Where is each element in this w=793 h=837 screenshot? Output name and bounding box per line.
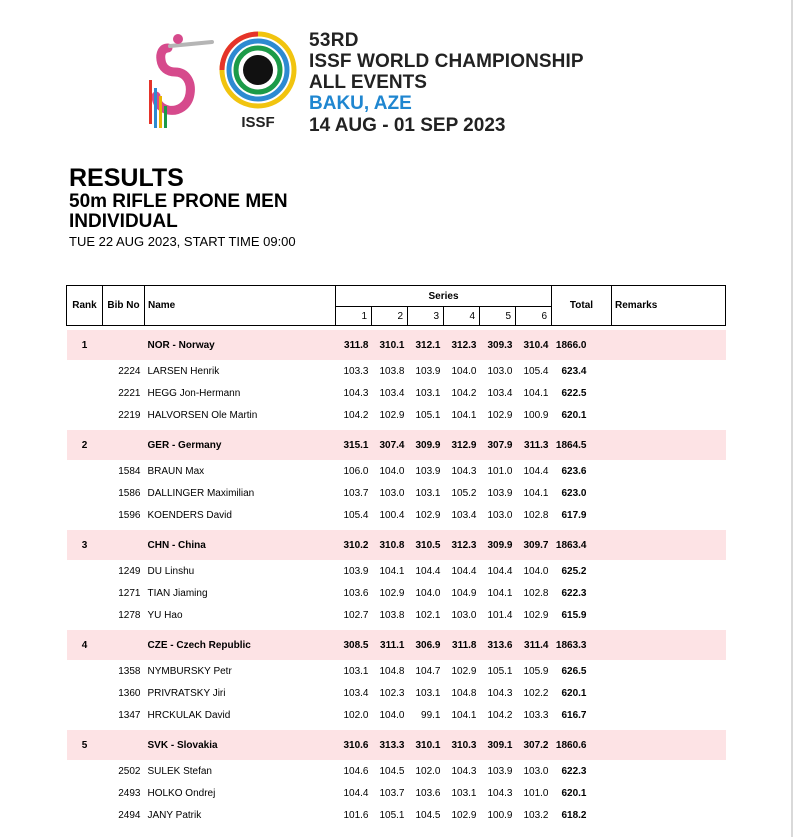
header-total: Total bbox=[552, 286, 612, 326]
championship-logo bbox=[148, 28, 308, 133]
athlete-row bbox=[67, 760, 726, 782]
athlete-total: 618.2 bbox=[561, 809, 587, 821]
team-series-1: 308.5 bbox=[336, 630, 372, 660]
athlete-name: BRAUN Max bbox=[147, 465, 205, 477]
team-remarks bbox=[612, 430, 726, 460]
team-total: 1864.5 bbox=[552, 430, 612, 460]
results-heading: RESULTS bbox=[69, 164, 184, 192]
athlete-rank bbox=[67, 360, 103, 382]
athlete-series-5: 104.4 bbox=[487, 565, 513, 577]
athlete-series-3: 104.0 bbox=[415, 587, 441, 599]
athlete-series-6: 104.4 bbox=[523, 465, 549, 477]
athlete-series-5: 103.0 bbox=[487, 365, 513, 377]
athlete-series-3: 104.4 bbox=[415, 565, 441, 577]
team-series-3: 310.5 bbox=[408, 530, 444, 560]
team-name: CZE - Czech Republic bbox=[145, 630, 336, 660]
athlete-rank bbox=[67, 682, 103, 704]
header-series-2: 2 bbox=[372, 307, 408, 326]
athlete-series-1: 104.2 bbox=[343, 409, 369, 421]
athlete-rank bbox=[67, 382, 103, 404]
athlete-rank bbox=[67, 404, 103, 426]
logo-text: ISSF bbox=[241, 114, 275, 131]
team-series-2: 313.3 bbox=[372, 730, 408, 760]
athlete-rank bbox=[67, 704, 103, 726]
athlete-series-3: 102.1 bbox=[415, 609, 441, 621]
athlete-series-6: 102.8 bbox=[523, 587, 549, 599]
athlete-name: HOLKO Ondrej bbox=[147, 787, 216, 799]
team-series-3: 309.9 bbox=[408, 430, 444, 460]
championship-location: BAKU, AZE bbox=[309, 93, 412, 114]
athlete-series-1: 104.6 bbox=[343, 765, 369, 777]
athlete-series-4: 104.9 bbox=[451, 587, 477, 599]
athlete-series-4: 102.9 bbox=[451, 665, 477, 677]
header-series-1: 1 bbox=[336, 307, 372, 326]
athlete-remarks bbox=[612, 804, 726, 826]
athlete-remarks bbox=[612, 504, 726, 526]
athlete-rank bbox=[67, 482, 103, 504]
athlete-total: 617.9 bbox=[561, 509, 587, 521]
team-series-3: 306.9 bbox=[408, 630, 444, 660]
team-bib bbox=[103, 430, 145, 460]
athlete-total: 625.2 bbox=[561, 565, 587, 577]
athlete-remarks bbox=[612, 560, 726, 582]
athlete-name: LARSEN Henrik bbox=[147, 365, 220, 377]
athlete-series-5: 104.3 bbox=[487, 687, 513, 699]
athlete-row bbox=[67, 682, 726, 704]
athlete-name: JANY Patrik bbox=[147, 809, 202, 821]
athlete-series-4: 103.0 bbox=[451, 609, 477, 621]
header-series-4: 4 bbox=[444, 307, 480, 326]
athlete-series-1: 103.9 bbox=[343, 565, 369, 577]
athlete-series-1: 102.0 bbox=[343, 709, 369, 721]
team-series-6: 311.3 bbox=[516, 430, 552, 460]
header-series: Series bbox=[336, 286, 552, 307]
athlete-bib: 1596 bbox=[118, 509, 141, 521]
team-total: 1863.4 bbox=[552, 530, 612, 560]
athlete-rank bbox=[67, 760, 103, 782]
team-rank: 5 bbox=[67, 730, 103, 760]
team-series-5: 309.3 bbox=[480, 330, 516, 360]
team-series-2: 310.1 bbox=[372, 330, 408, 360]
athlete-series-6: 103.0 bbox=[523, 765, 549, 777]
athlete-series-3: 99.1 bbox=[421, 709, 441, 721]
athlete-series-3: 104.5 bbox=[415, 809, 441, 821]
athlete-row bbox=[67, 360, 726, 382]
athlete-series-2: 100.4 bbox=[379, 509, 405, 521]
team-series-6: 310.4 bbox=[516, 330, 552, 360]
athlete-name: PRIVRATSKY Jiri bbox=[147, 687, 226, 699]
event-type: INDIVIDUAL bbox=[69, 211, 178, 232]
athlete-series-4: 102.9 bbox=[451, 809, 477, 821]
athlete-total: 622.3 bbox=[561, 587, 587, 599]
athlete-bib: 1271 bbox=[118, 587, 141, 599]
athlete-remarks bbox=[612, 482, 726, 504]
athlete-remarks bbox=[612, 660, 726, 682]
athlete-series-6: 104.0 bbox=[523, 565, 549, 577]
athlete-series-6: 102.8 bbox=[523, 509, 549, 521]
athlete-series-6: 102.9 bbox=[523, 609, 549, 621]
athlete-series-5: 101.4 bbox=[487, 609, 513, 621]
header-bib: Bib No bbox=[103, 286, 145, 326]
athlete-series-3: 103.1 bbox=[415, 487, 441, 499]
athlete-bib: 1278 bbox=[118, 609, 141, 621]
athlete-series-5: 103.0 bbox=[487, 509, 513, 521]
team-series-2: 310.8 bbox=[372, 530, 408, 560]
athlete-bib: 2219 bbox=[118, 409, 141, 421]
athlete-row bbox=[67, 582, 726, 604]
athlete-series-5: 103.9 bbox=[487, 765, 513, 777]
team-rank: 1 bbox=[67, 330, 103, 360]
athlete-series-4: 104.8 bbox=[451, 687, 477, 699]
athlete-name: HRCKULAK David bbox=[147, 709, 231, 721]
event-date-time: TUE 22 AUG 2023, START TIME 09:00 bbox=[69, 234, 296, 249]
athlete-name: NYMBURSKY Petr bbox=[147, 665, 232, 677]
athlete-name: TIAN Jiaming bbox=[147, 587, 208, 599]
team-rank: 2 bbox=[67, 430, 103, 460]
athlete-remarks bbox=[612, 604, 726, 626]
athlete-name: DALLINGER Maximilian bbox=[147, 487, 255, 499]
athlete-series-5: 102.9 bbox=[487, 409, 513, 421]
header-series-3: 3 bbox=[408, 307, 444, 326]
team-series-6: 309.7 bbox=[516, 530, 552, 560]
header-remarks: Remarks bbox=[612, 286, 726, 326]
results-titles bbox=[69, 165, 296, 250]
athlete-name: HEGG Jon-Hermann bbox=[147, 387, 241, 399]
team-series-1: 310.6 bbox=[336, 730, 372, 760]
header-series-6: 6 bbox=[516, 307, 552, 326]
athlete-bib: 2221 bbox=[118, 387, 141, 399]
team-total: 1863.3 bbox=[552, 630, 612, 660]
athlete-bib: 2502 bbox=[118, 765, 141, 777]
team-row bbox=[67, 530, 726, 560]
header-rank: Rank bbox=[67, 286, 103, 326]
team-series-6: 311.4 bbox=[516, 630, 552, 660]
header-series-5: 5 bbox=[480, 307, 516, 326]
athlete-series-5: 104.3 bbox=[487, 787, 513, 799]
athlete-series-4: 103.1 bbox=[451, 787, 477, 799]
athlete-series-2: 102.3 bbox=[379, 687, 405, 699]
athlete-series-2: 103.8 bbox=[379, 365, 405, 377]
athlete-series-2: 103.4 bbox=[379, 387, 405, 399]
team-bib bbox=[103, 530, 145, 560]
athlete-row bbox=[67, 782, 726, 804]
athlete-series-3: 104.7 bbox=[415, 665, 441, 677]
team-row bbox=[67, 730, 726, 760]
athlete-series-6: 102.2 bbox=[523, 687, 549, 699]
athlete-name: SULEK Stefan bbox=[147, 765, 212, 777]
athlete-name: YU Hao bbox=[147, 609, 183, 621]
team-series-2: 311.1 bbox=[372, 630, 408, 660]
athlete-series-1: 103.4 bbox=[343, 687, 369, 699]
athlete-series-6: 103.3 bbox=[523, 709, 549, 721]
championship-name: ISSF WORLD CHAMPIONSHIP bbox=[309, 51, 584, 72]
athlete-series-6: 103.2 bbox=[523, 809, 549, 821]
championship-edition: 53RD bbox=[309, 30, 359, 51]
athlete-bib: 1249 bbox=[118, 565, 141, 577]
results-table bbox=[66, 285, 726, 826]
team-series-2: 307.4 bbox=[372, 430, 408, 460]
team-series-3: 310.1 bbox=[408, 730, 444, 760]
team-bib bbox=[103, 330, 145, 360]
athlete-name: KOENDERS David bbox=[147, 509, 232, 521]
athlete-series-4: 103.4 bbox=[451, 509, 477, 521]
athlete-series-4: 104.0 bbox=[451, 365, 477, 377]
athlete-bib: 1358 bbox=[118, 665, 141, 677]
athlete-rank bbox=[67, 560, 103, 582]
athlete-total: 622.3 bbox=[561, 765, 587, 777]
athlete-series-2: 104.0 bbox=[379, 465, 405, 477]
athlete-series-1: 103.6 bbox=[343, 587, 369, 599]
athlete-series-4: 104.4 bbox=[451, 565, 477, 577]
team-name: GER - Germany bbox=[145, 430, 336, 460]
athlete-rank bbox=[67, 804, 103, 826]
athlete-bib: 2493 bbox=[118, 787, 141, 799]
athlete-series-2: 103.0 bbox=[379, 487, 405, 499]
team-series-1: 311.8 bbox=[336, 330, 372, 360]
issf-logo-graphic bbox=[148, 28, 308, 133]
athlete-series-1: 102.7 bbox=[343, 609, 369, 621]
athlete-series-1: 101.6 bbox=[343, 809, 369, 821]
team-series-4: 312.9 bbox=[444, 430, 480, 460]
athlete-series-6: 104.1 bbox=[523, 387, 549, 399]
team-row bbox=[67, 430, 726, 460]
athlete-row bbox=[67, 504, 726, 526]
athlete-series-3: 103.6 bbox=[415, 787, 441, 799]
athlete-bib: 2494 bbox=[118, 809, 141, 821]
athlete-series-2: 104.1 bbox=[379, 565, 405, 577]
athlete-row bbox=[67, 460, 726, 482]
athlete-rank bbox=[67, 582, 103, 604]
athlete-row bbox=[67, 604, 726, 626]
athlete-remarks bbox=[612, 782, 726, 804]
athlete-row bbox=[67, 660, 726, 682]
athlete-total: 616.7 bbox=[561, 709, 587, 721]
athlete-series-3: 103.1 bbox=[415, 687, 441, 699]
team-remarks bbox=[612, 730, 726, 760]
championship-title bbox=[309, 30, 584, 136]
team-series-4: 310.3 bbox=[444, 730, 480, 760]
athlete-row bbox=[67, 482, 726, 504]
team-series-5: 313.6 bbox=[480, 630, 516, 660]
athlete-series-4: 105.2 bbox=[451, 487, 477, 499]
team-remarks bbox=[612, 630, 726, 660]
athlete-series-2: 105.1 bbox=[379, 809, 405, 821]
athlete-series-2: 102.9 bbox=[379, 587, 405, 599]
athlete-series-3: 102.0 bbox=[415, 765, 441, 777]
athlete-series-6: 100.9 bbox=[523, 409, 549, 421]
athlete-series-6: 105.4 bbox=[523, 365, 549, 377]
athlete-series-4: 104.3 bbox=[451, 465, 477, 477]
athlete-series-1: 104.4 bbox=[343, 787, 369, 799]
athlete-series-5: 103.4 bbox=[487, 387, 513, 399]
athlete-total: 615.9 bbox=[561, 609, 587, 621]
team-series-5: 307.9 bbox=[480, 430, 516, 460]
athlete-remarks bbox=[612, 460, 726, 482]
athlete-bib: 2224 bbox=[118, 365, 141, 377]
athlete-series-2: 103.7 bbox=[379, 787, 405, 799]
athlete-row bbox=[67, 560, 726, 582]
athlete-series-2: 102.9 bbox=[379, 409, 405, 421]
athlete-series-5: 105.1 bbox=[487, 665, 513, 677]
athlete-bib: 1586 bbox=[118, 487, 141, 499]
championship-dates: 14 AUG - 01 SEP 2023 bbox=[309, 115, 506, 136]
team-series-6: 307.2 bbox=[516, 730, 552, 760]
athlete-series-3: 103.1 bbox=[415, 387, 441, 399]
athlete-total: 623.4 bbox=[561, 365, 587, 377]
team-remarks bbox=[612, 330, 726, 360]
team-name: SVK - Slovakia bbox=[145, 730, 336, 760]
athlete-rank bbox=[67, 504, 103, 526]
athlete-series-2: 104.8 bbox=[379, 665, 405, 677]
athlete-total: 626.5 bbox=[561, 665, 587, 677]
athlete-name: DU Linshu bbox=[147, 565, 195, 577]
team-bib bbox=[103, 630, 145, 660]
championship-events: ALL EVENTS bbox=[309, 72, 427, 93]
athlete-series-6: 104.1 bbox=[523, 487, 549, 499]
athlete-remarks bbox=[612, 582, 726, 604]
athlete-series-2: 104.0 bbox=[379, 709, 405, 721]
athlete-total: 623.0 bbox=[561, 487, 587, 499]
athlete-series-1: 105.4 bbox=[343, 509, 369, 521]
team-remarks bbox=[612, 530, 726, 560]
team-name: NOR - Norway bbox=[145, 330, 336, 360]
athlete-remarks bbox=[612, 760, 726, 782]
athlete-series-3: 103.9 bbox=[415, 365, 441, 377]
page-header bbox=[0, 0, 793, 150]
athlete-series-1: 103.7 bbox=[343, 487, 369, 499]
athlete-remarks bbox=[612, 382, 726, 404]
athlete-bib: 1347 bbox=[118, 709, 141, 721]
event-name: 50m RIFLE PRONE MEN bbox=[69, 191, 288, 212]
athlete-bib: 1584 bbox=[118, 465, 141, 477]
athlete-rank bbox=[67, 604, 103, 626]
athlete-series-4: 104.2 bbox=[451, 387, 477, 399]
athlete-total: 620.1 bbox=[561, 409, 587, 421]
team-series-4: 312.3 bbox=[444, 330, 480, 360]
team-series-1: 315.1 bbox=[336, 430, 372, 460]
athlete-series-5: 104.2 bbox=[487, 709, 513, 721]
athlete-remarks bbox=[612, 360, 726, 382]
team-rank: 3 bbox=[67, 530, 103, 560]
team-name: CHN - China bbox=[145, 530, 336, 560]
athlete-total: 622.5 bbox=[561, 387, 587, 399]
team-series-1: 310.2 bbox=[336, 530, 372, 560]
header-name: Name bbox=[145, 286, 336, 326]
athlete-row bbox=[67, 382, 726, 404]
athlete-series-4: 104.3 bbox=[451, 765, 477, 777]
athlete-series-5: 104.1 bbox=[487, 587, 513, 599]
athlete-series-6: 101.0 bbox=[523, 787, 549, 799]
team-series-4: 311.8 bbox=[444, 630, 480, 660]
team-bib bbox=[103, 730, 145, 760]
athlete-series-5: 100.9 bbox=[487, 809, 513, 821]
athlete-rank bbox=[67, 660, 103, 682]
athlete-series-5: 103.9 bbox=[487, 487, 513, 499]
athlete-series-2: 103.8 bbox=[379, 609, 405, 621]
team-series-5: 309.9 bbox=[480, 530, 516, 560]
athlete-rank bbox=[67, 782, 103, 804]
athlete-total: 623.6 bbox=[561, 465, 587, 477]
team-rank: 4 bbox=[67, 630, 103, 660]
team-series-4: 312.3 bbox=[444, 530, 480, 560]
athlete-total: 620.1 bbox=[561, 687, 587, 699]
athlete-series-1: 106.0 bbox=[343, 465, 369, 477]
athlete-series-1: 104.3 bbox=[343, 387, 369, 399]
athlete-series-4: 104.1 bbox=[451, 409, 477, 421]
athlete-series-3: 103.9 bbox=[415, 465, 441, 477]
team-row bbox=[67, 330, 726, 360]
athlete-name: HALVORSEN Ole Martin bbox=[147, 409, 258, 421]
athlete-row bbox=[67, 704, 726, 726]
athlete-series-1: 103.1 bbox=[343, 665, 369, 677]
athlete-row bbox=[67, 404, 726, 426]
athlete-remarks bbox=[612, 682, 726, 704]
athlete-series-3: 105.1 bbox=[415, 409, 441, 421]
team-total: 1866.0 bbox=[552, 330, 612, 360]
team-total: 1860.6 bbox=[552, 730, 612, 760]
team-series-5: 309.1 bbox=[480, 730, 516, 760]
athlete-bib: 1360 bbox=[118, 687, 141, 699]
athlete-series-4: 104.1 bbox=[451, 709, 477, 721]
athlete-series-1: 103.3 bbox=[343, 365, 369, 377]
athlete-row bbox=[67, 804, 726, 826]
athlete-series-2: 104.5 bbox=[379, 765, 405, 777]
athlete-series-3: 102.9 bbox=[415, 509, 441, 521]
athlete-rank bbox=[67, 460, 103, 482]
athlete-series-6: 105.9 bbox=[523, 665, 549, 677]
team-row bbox=[67, 630, 726, 660]
athlete-remarks bbox=[612, 704, 726, 726]
athlete-remarks bbox=[612, 404, 726, 426]
athlete-series-5: 101.0 bbox=[487, 465, 513, 477]
team-series-3: 312.1 bbox=[408, 330, 444, 360]
athlete-total: 620.1 bbox=[561, 787, 587, 799]
